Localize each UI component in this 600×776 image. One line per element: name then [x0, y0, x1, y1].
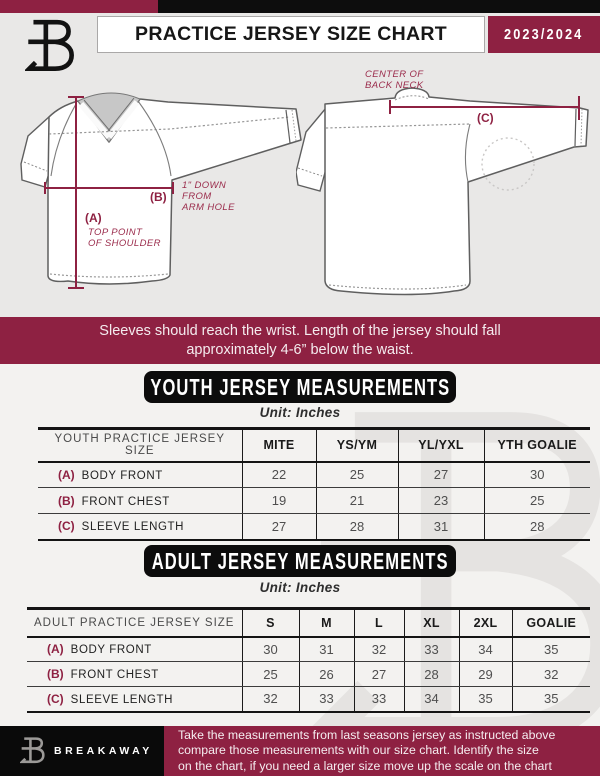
- column-header: XL: [404, 609, 459, 637]
- season-badge: [488, 16, 600, 53]
- table-row: (C) SLEEVE LENGTH 27 28 31 28: [38, 514, 590, 540]
- table-row: (B) FRONT CHEST 19 21 23 25: [38, 488, 590, 514]
- measurement-caption-a: TOP POINT OF SHOULDER: [88, 227, 161, 249]
- top-bar-maroon: [0, 0, 158, 13]
- column-header: L: [354, 609, 404, 637]
- table-row: (B) FRONT CHEST 25 26 27 28 29 32: [27, 662, 590, 687]
- column-header: YS/YM: [316, 429, 398, 462]
- column-header: 2XL: [459, 609, 512, 637]
- column-header: YTH GOALIE: [484, 429, 590, 462]
- youth-size-table: [38, 427, 590, 541]
- measurement-caption-b: 1" DOWN FROM ARM HOLE: [182, 180, 235, 213]
- note-banner: Sleeves should reach the wrist. Length of the jersey should fall approximately 4-6” below the waist.: [0, 317, 600, 364]
- youth-section-heading: YOUTH JERSEY MEASUREMENTS: [144, 371, 456, 403]
- season-label: 2023/2024: [504, 26, 584, 43]
- footer-instructions: Take the measurements from last seasons jersey as instructed above compare those measurements with our size chart. Identify the size on the chart, if you need a larger size move up the scale on the chart: [164, 726, 600, 776]
- measurement-label-b: (B): [150, 190, 167, 204]
- title-box: [97, 16, 485, 53]
- adult-section-heading: ADULT JERSEY MEASUREMENTS: [144, 545, 456, 577]
- table-row: (C) SLEEVE LENGTH 32 33 33 34 35 35: [27, 687, 590, 712]
- footer-brand-box: [0, 726, 164, 776]
- page-title: PRACTICE JERSEY SIZE CHART: [135, 23, 447, 45]
- table-row: (A) BODY FRONT 22 25 27 30: [38, 462, 590, 488]
- measurement-label-c: (C): [477, 111, 494, 125]
- youth-unit-label: Unit: Inches: [259, 405, 341, 420]
- top-bar-black: [158, 0, 600, 13]
- adult-table-header-row: [27, 609, 590, 637]
- back-jersey-illustration: [296, 84, 600, 316]
- adult-unit-label: Unit: Inches: [259, 580, 341, 595]
- youth-table-header-row: [38, 429, 590, 462]
- brand-wordmark: BREAKAWAY: [54, 745, 153, 757]
- column-header: YL/YXL: [398, 429, 484, 462]
- column-header: S: [242, 609, 299, 637]
- measurement-caption-c: CENTER OF BACK NECK: [365, 69, 424, 91]
- column-header: YOUTH PRACTICE JERSEY SIZE: [38, 429, 242, 462]
- column-header: MITE: [242, 429, 316, 462]
- breakaway-logo-icon: [20, 735, 46, 767]
- adult-size-table: [27, 607, 590, 713]
- breakaway-logo-icon: [25, 15, 77, 79]
- table-row: (A) BODY FRONT 30 31 32 33 34 35: [27, 637, 590, 662]
- column-header: M: [299, 609, 354, 637]
- measurement-label-a: (A): [85, 211, 102, 225]
- column-header: ADULT PRACTICE JERSEY SIZE: [27, 609, 242, 637]
- column-header: GOALIE: [512, 609, 590, 637]
